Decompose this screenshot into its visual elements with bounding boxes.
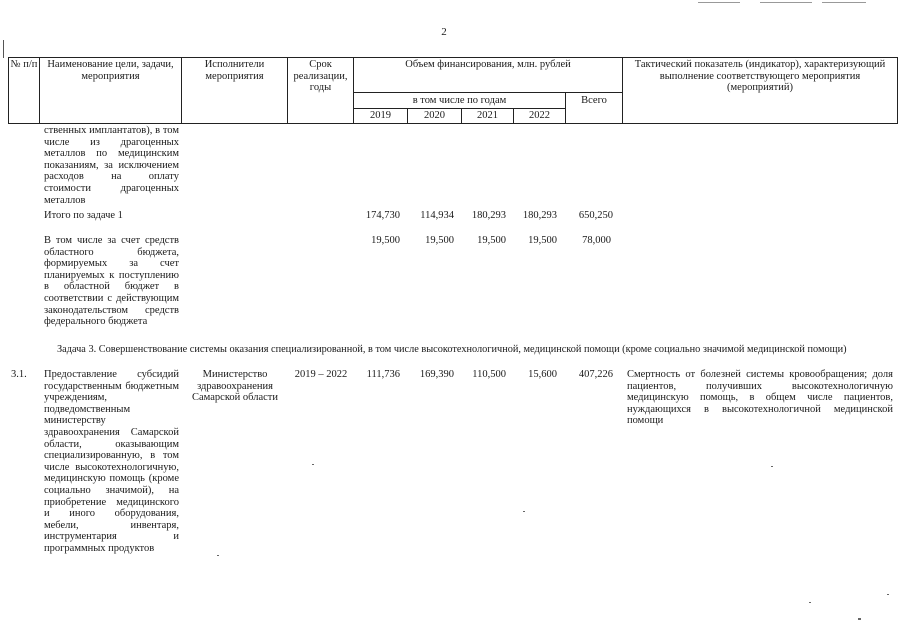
header-year-2021: 2021	[477, 110, 498, 121]
scan-speck	[771, 466, 773, 467]
header-indicator: Тактический показатель (индикатор), характеризующий выполнение соответствующего мероприятия (мероприятий)	[634, 59, 886, 93]
row-2021: 110,500	[472, 369, 506, 380]
scan-mark	[698, 2, 740, 3]
header-by-years: в том числе по годам	[412, 95, 507, 106]
row-indicator: Смертность от болезней системы кровообращения; доля пациентов, получивших высокотехнологичную медицинскую помощь, в общем числе пациентов, нуждающихся в высокотехнологичной медицинской помощи	[627, 369, 893, 427]
header-total: Всего	[581, 95, 607, 106]
header-name: Наименование цели, задачи, мероприятия	[47, 59, 174, 82]
scan-mark	[822, 2, 866, 3]
row-period: 2019 – 2022	[294, 369, 348, 380]
scan-speck	[217, 555, 219, 556]
subtotal-label: Итого по задаче 1	[44, 210, 123, 221]
header-executors: Исполнители мероприятия	[204, 59, 265, 82]
subtotal-2019: 174,730	[365, 210, 400, 221]
header-year-labels-divider	[353, 108, 565, 109]
subtotal-total: 650,250	[578, 210, 613, 221]
scan-mark	[760, 2, 812, 3]
subtotal-2022: 180,293	[522, 210, 557, 221]
row-2022: 15,600	[528, 369, 557, 380]
row-number: 3.1.	[11, 369, 27, 380]
scan-speck	[312, 464, 314, 465]
row-total: 407,226	[578, 369, 613, 380]
regional-2020: 19,500	[425, 235, 454, 246]
header-period: Срок реализации, годы	[293, 59, 348, 93]
row-name: Предоставление субсидий государственным бюджетным учреждениям, подведомственным министерству здравоохранения Самарской области, оказывающим специализированную, в том числе высокотехнологичную, медицинскую помощь (кроме социально значимой), на приобретение медицинского и иного оборудования, мебели, инвентаря, инструментария и программных продуктов	[44, 369, 179, 554]
header-top-border	[8, 57, 898, 58]
header-years-divider	[353, 92, 622, 93]
col-border	[622, 57, 623, 124]
scan-speck	[858, 618, 861, 620]
header-funding: Объем финансирования, млн. рублей	[405, 59, 571, 70]
subtotal-2021: 180,293	[471, 210, 506, 221]
header-bottom-border	[8, 123, 898, 124]
scan-speck	[809, 602, 811, 603]
header-year-2022: 2022	[529, 110, 550, 121]
regional-2019: 19,500	[371, 235, 400, 246]
subtotal-2020: 114,934	[420, 210, 454, 221]
continuation-text: ственных имплантатов), в том числе из драгоценных металлов по медицинским показаниям, за исключением расходов на оплату стоимости драгоценных металлов	[44, 125, 179, 206]
row-2020: 169,390	[419, 369, 454, 380]
row-2019: 111,736	[366, 369, 400, 380]
scan-speck	[523, 511, 525, 512]
page-number: 2	[441, 26, 447, 38]
header-number: № п/п	[10, 59, 38, 70]
header-year-2019: 2019	[370, 110, 391, 121]
regional-label: В том числе за счет средств областного бюджета, формируемых за счет планируемых к поступлению в областной бюджет в соответствии с действующим законодательством средств федерального бюджета	[44, 235, 179, 328]
regional-2022: 19,500	[528, 235, 557, 246]
row-executor: Министерство здравоохранения Самарской области	[192, 369, 278, 404]
header-year-2020: 2020	[424, 110, 445, 121]
regional-2021: 19,500	[477, 235, 506, 246]
col-border	[897, 57, 898, 124]
scan-speck	[887, 594, 889, 595]
page-edge	[3, 40, 4, 58]
regional-total: 78,000	[582, 235, 611, 246]
task3-heading: Задача 3. Совершенствование системы оказания специализированной, в том числе высокотехнологичной, медицинской помощи (кроме социально значимой медицинской помощи)	[57, 344, 847, 355]
